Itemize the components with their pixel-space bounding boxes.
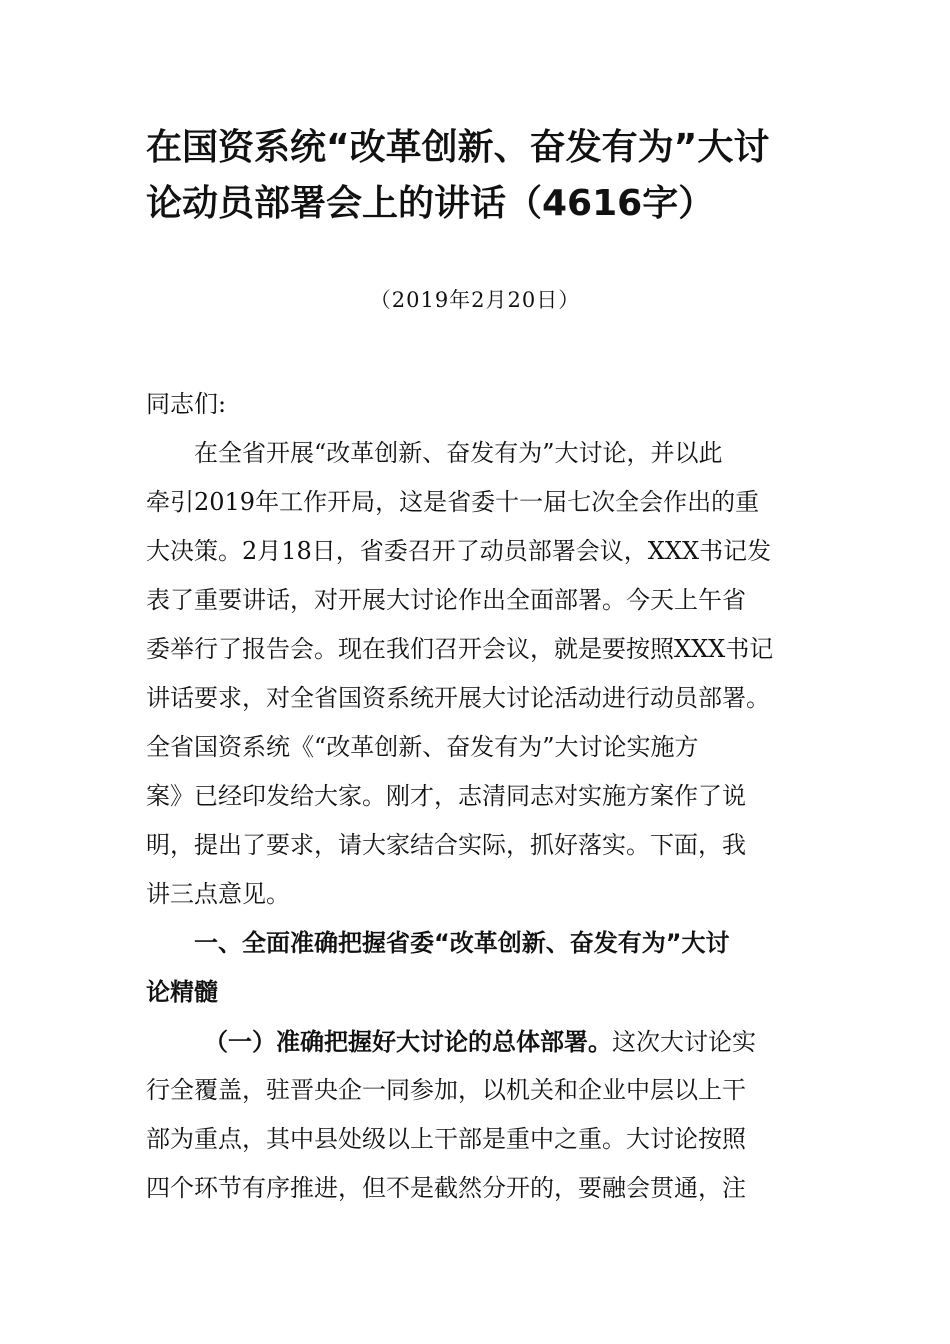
- subsection-first-line: [146, 1017, 816, 1066]
- speech-date: （2019年2月20日）: [369, 288, 581, 312]
- paragraph-line: 表了重要讲话，对开展大讨论作出全面部署。今天上午省: [146, 586, 746, 614]
- subsection-1: [146, 1017, 816, 1213]
- paragraph-line: 委举行了报告会。现在我们召开会议，就是要按照XXX书记: [146, 635, 774, 663]
- paragraph-1: [146, 429, 816, 919]
- paragraph-line: 全省国资系统《“改革创新、奋发有为”大讨论实施方: [146, 733, 699, 761]
- heading-line: 论精髓: [146, 978, 218, 1006]
- paragraph-line: 案》已经印发给大家。刚才，志清同志对实施方案作了说: [146, 782, 746, 810]
- paragraph-line: 明，提出了要求，请大家结合实际，抓好落实。下面，我: [146, 831, 746, 859]
- paragraph-line: 讲话要求，对全省国资系统开展大讨论活动进行动员部署。: [146, 684, 770, 712]
- document-title: [146, 120, 816, 232]
- paragraph-line: 讲三点意见。: [146, 880, 290, 908]
- paragraph-line: 大决策。2月18日，省委召开了动员部署会议，XXX书记发: [146, 537, 772, 565]
- subsection-lead-rest: 这次大讨论实: [612, 1028, 756, 1056]
- paragraph-line: 牵引2019年工作开局，这是省委十一届七次全会作出的重: [146, 488, 760, 516]
- section-heading-1: [146, 919, 816, 1017]
- paragraph-line: 在全省开展“改革创新、奋发有为”大讨论，并以此: [194, 439, 723, 467]
- heading-line: 一、全面准确把握省委“改革创新、奋发有为”大讨: [194, 929, 730, 957]
- title-line-1: 在国资系统“改革创新、奋发有为”大讨: [146, 127, 770, 168]
- paragraph-line: 部为重点，其中县处级以上干部是重中之重。大讨论按照: [146, 1125, 746, 1153]
- paragraph-line: 行全覆盖，驻晋央企一同参加，以机关和企业中层以上干: [146, 1076, 746, 1104]
- paragraph-line: 四个环节有序推进，但不是截然分开的，要融会贯通，注: [146, 1174, 746, 1202]
- subsection-lead: （一）准确把握好大讨论的总体部署。: [204, 1027, 612, 1056]
- title-line-2: 论动员部署会上的讲话（4616字）: [146, 183, 715, 224]
- salutation: 同志们:: [146, 390, 227, 418]
- document-body: [146, 380, 816, 1213]
